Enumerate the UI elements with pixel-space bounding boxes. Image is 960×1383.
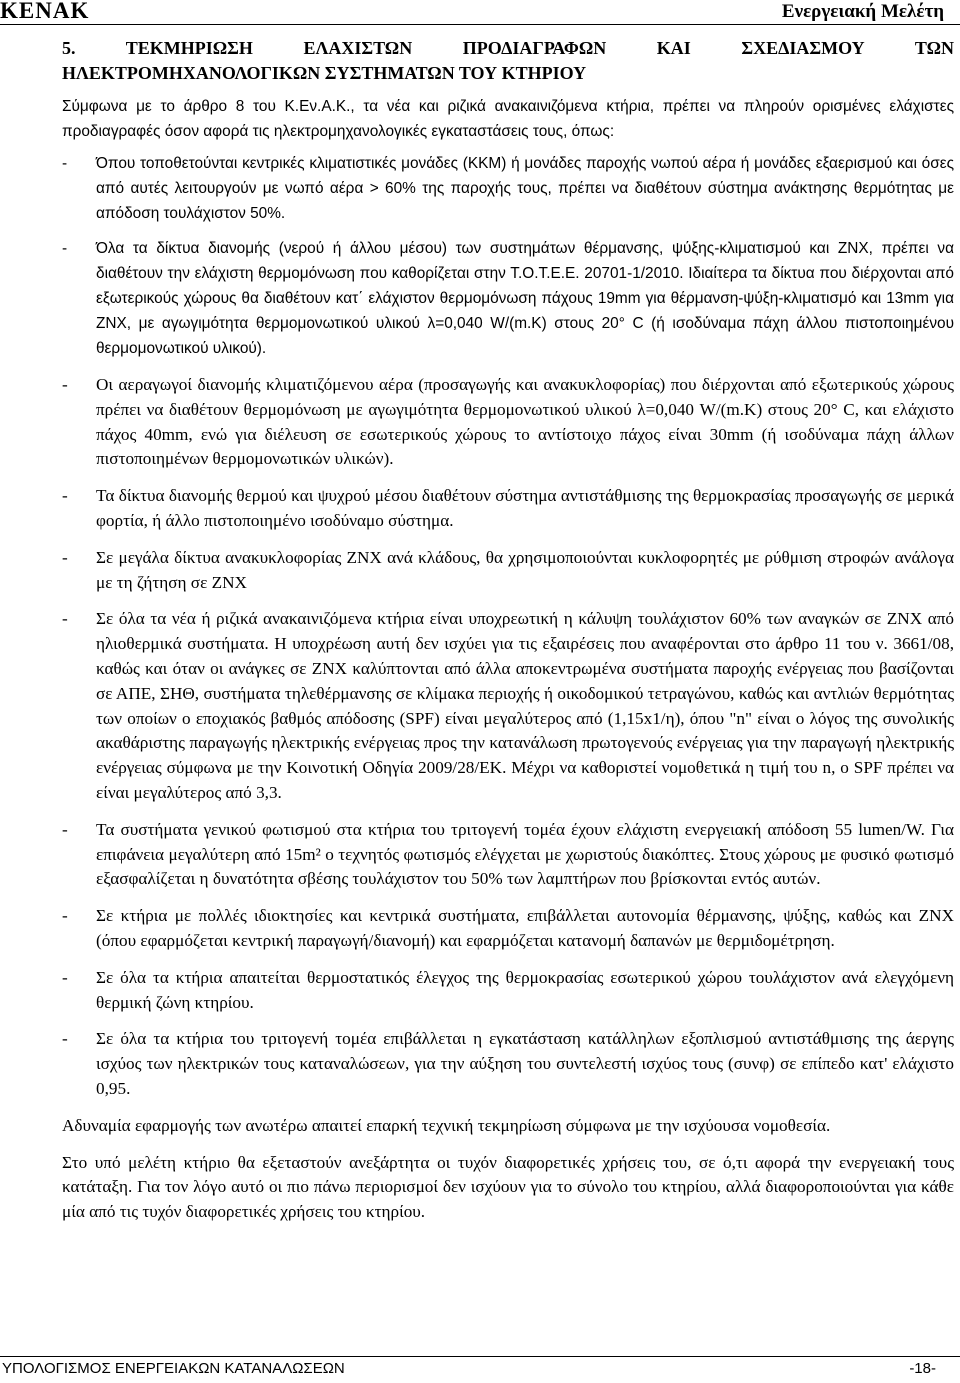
list-item (62, 373, 954, 472)
list-dash: - (62, 240, 68, 257)
list-item (62, 818, 954, 892)
list-item-text: Όπου τοποθετούνται κεντρικές κλιματιστικές μονάδες (ΚΚΜ) ή μονάδες παροχής νωπού αέρα ή μονάδες εξαερισμού και όσες από αυτές λειτουργούν με νωπό αέρα > 60% της παροχής τους, πρέπει να διαθέτουν σύστημα ανάκτησης θερμότητας με απόδοση τουλάχιστον 50%. (96, 155, 954, 222)
list-item-text: Σε κτήρια με πολλές ιδιοκτησίες και κεντρικά συστήματα, επιβάλλεται αυτονομία θέρμανσης, ψύξης, καθώς και ΖΝΧ (όπου εφαρμόζεται κεντρική παραγωγή/διανομή) και εφαρμόζεται κατανομή δαπανών με θερμιδομέτρηση. (96, 906, 954, 950)
list-item-text: Τα συστήματα γενικού φωτισμού στα κτήρια του τριτογενή τομέα έχουν ελάχιστη ενεργειακή απόδοση 55 lumen/W. Για επιφάνεια μεγαλύτερη από 15m² ο τεχνητός φωτισμός ελέγχεται με χωριστούς διακόπτες. Στους χώρους με φυσικό φωτισμό εξασφαλίζεται η δυνατότητα σβέσης τουλάχιστον του 50% των λαμπτήρων που βρίσκονται εντός αυτών. (96, 819, 954, 889)
list-item (62, 151, 954, 226)
list-item (62, 484, 954, 534)
list-item (62, 966, 954, 1016)
page-number: -18- (909, 1360, 936, 1377)
list-dash: - (62, 486, 68, 506)
page-footer (0, 1356, 960, 1383)
section-title-line2: ΗΛΕΚΤΡΟΜΗΧΑΝΟΛΟΓΙΚΩΝ ΣΥΣΤΗΜΑΤΩΝ ΤΟΥ ΚΤΗΡΙΟΥ (62, 63, 587, 83)
list-dash: - (62, 819, 68, 839)
intro-paragraph: Σύμφωνα με το άρθρο 8 του Κ.Εν.Α.Κ., τα νέα και ριζικά ανακαινιζόμενα κτήρια, πρέπει να πληρούν ορισμένες ελάχιστες προδιαγραφές όσον αφορά τις ηλεκτρομηχανολογικές εγκαταστάσεις τους, όπως: (62, 98, 954, 140)
list-item-text: Οι αεραγωγοί διανομής κλιματιζόμενου αέρα (προσαγωγής και ανακυκλοφορίας) που διέρχονται από εξωτερικούς χώρους πρέπει να διαθέτουν θερμομόνωση με αγωγιμότητα θερμομονωτικού υλικού λ=0,040 W/(m.K) στους 20° C, και ελάχιστο πάχος 40mm, ενώ για διέλευση σε εσωτερικούς χώρους το αντίστοιχο πάχος είναι 30mm (ή ισοδύναμα πάχη άλλων πιστοποιημένων θερμομονωτικών υλικών). (96, 375, 954, 469)
page-content (62, 36, 954, 1225)
page-header (0, 0, 960, 25)
list-item (62, 904, 954, 954)
list-dash: - (62, 967, 68, 987)
section-title-line1: 5. ΤΕΚΜΗΡΙΩΣΗ ΕΛΑΧΙΣΤΩΝ ΠΡΟΔΙΑΓΡΑΦΩΝ ΚΑΙ ΣΧΕΔΙΑΣΜΟΥ ΤΩΝ (62, 38, 954, 58)
list-dash: - (62, 547, 68, 567)
section-title (62, 36, 954, 86)
list-dash: - (62, 155, 68, 172)
list-dash: - (62, 906, 68, 926)
header-kenak: KENAK (0, 0, 90, 23)
list-item (62, 236, 954, 361)
list-item (62, 546, 954, 596)
closing-paragraph: Στο υπό μελέτη κτήριο θα εξεταστούν ανεξάρτητα οι τυχόν διαφορετικές χρήσεις του, σε ό,τι αφορά την ενεργειακή τους κατάταξη. Για τον λόγο αυτό οι πιο πάνω περιορισμοί δεν ισχύουν για το σύνολο του κτηρίου, αλλά διαφοροποιούνται για κάθε μία από τις τυχόν διαφορετικές χρήσεις του κτηρίου. (62, 1152, 954, 1222)
list-item-text: Τα δίκτυα διανομής θερμού και ψυχρού μέσου διαθέτουν σύστημα αντιστάθμισης της θερμοκρασίας προσαγωγής σε μερικά φορτία, ή άλλο πιστοποιημένο ισοδύναμο σύστημα. (96, 486, 954, 530)
list-item-text: Σε όλα τα νέα ή ριζικά ανακαινιζόμενα κτήρια είναι υποχρεωτική η κάλυψη τουλάχιστον 60% των αναγκών σε ΖΝΧ από ηλιοθερμικά συστήματα. Η υποχρέωση αυτή δεν ισχύει για τις εξαιρέσεις που αναφέρονται στο άρθρο 11 του ν. 3661/08, καθώς και όταν οι ανάγκες σε ΖΝΧ καλύπτονται από άλλα αποκεντρωμένα συστήματα παροχής ενέργειας που βασίζονται σε ΑΠΕ, ΣΗΘ, συστήματα τηλεθέρμανσης σε κλίμακα περιοχής ή οικοδομικού τετραγώνου, καθώς και αντλιών θερμότητας των οποίων ο εποχιακός βαθμός απόδοσης (SPF) είναι μεγαλύτερος από (1,15x1/η), όπου "n" είναι ο λόγος της συνολικής ακαθάριστης παραγωγής ηλεκτρικής ενέργειας προς την κατανάλωση πρωτογενούς ενέργειας για την παραγωγή ηλεκτρικής ενέργειας σύμφωνα με την Κοινοτική Οδηγία 2009/28/ΕΚ. Μέχρι να καθοριστεί νομοθετικά η τιμή του n, ο SPF πρέπει να είναι μεγαλύτερος από 3,3. (96, 609, 954, 802)
list-item-text: Όλα τα δίκτυα διανομής (νερού ή άλλου μέσου) των συστημάτων θέρμανσης, ψύξης-κλιματισμού και ΖΝΧ, πρέπει να διαθέτουν την ελάχιστη θερμομόνωση που καθορίζεται στην Τ.Ο.Τ.Ε.Ε. 20701-1/2010. Ιδιαίτερα τα δίκτυα που διέρχονται από εξωτερικούς χώρους θα διαθέτουν κατ΄ ελάχιστον θερμομόνωση πάχους 19mm για θέρμανση-ψύξη-κλιματισμό και 13mm για ΖΝΧ, με αγωγιμότητα θερμομονωτικού υλικού λ=0,040 W/(m.K) στους 20° C (ή ισοδύναμα πάχη άλλου πιστοποιημένου θερμομονωτικού υλικού). (96, 240, 954, 357)
list-item-text: Σε όλα τα κτήρια του τριτογενή τομέα επιβάλλεται η εγκατάσταση κατάλληλων εξοπλισμού αντιστάθμισης της άεργης ισχύος των ηλεκτρικών τους καταναλώσεων, για την αύξηση του συντελεστή ισχύος τους (συνφ) σε επίπεδο κατ' ελάχιστο 0,95. (96, 1029, 954, 1098)
list-dash: - (62, 609, 68, 629)
footer-title: ΥΠΟΛΟΓΙΣΜΟΣ ΕΝΕΡΓΕΙΑΚΩΝ ΚΑΤΑΝΑΛΩΣΕΩΝ (2, 1360, 345, 1377)
closing-paragraph: Αδυναμία εφαρμογής των ανωτέρω απαιτεί επαρκή τεχνική τεκμηρίωση σύμφωνα με την ισχύουσα νομοθεσία. (62, 1115, 831, 1135)
list-item-text: Σε όλα τα κτήρια απαιτείται θερμοστατικός έλεγχος της θερμοκρασίας εσωτερικού χώρου τουλάχιστον ανά ελεγχόμενη θερμική ζώνη κτηρίου. (96, 967, 954, 1012)
list-dash: - (62, 375, 68, 394)
list-dash: - (62, 1029, 68, 1049)
list-item (62, 607, 954, 805)
list-item-text: Σε μεγάλα δίκτυα ανακυκλοφορίας ΖΝΧ ανά κλάδους, θα χρησιμοποιούνται κυκλοφορητές με ρύθμιση στροφών ανάλογα με τη ζήτηση σε ΖΝΧ (96, 547, 954, 592)
list-item (62, 1027, 954, 1101)
header-document-type: Ενεργειακή Μελέτη (781, 1, 944, 22)
